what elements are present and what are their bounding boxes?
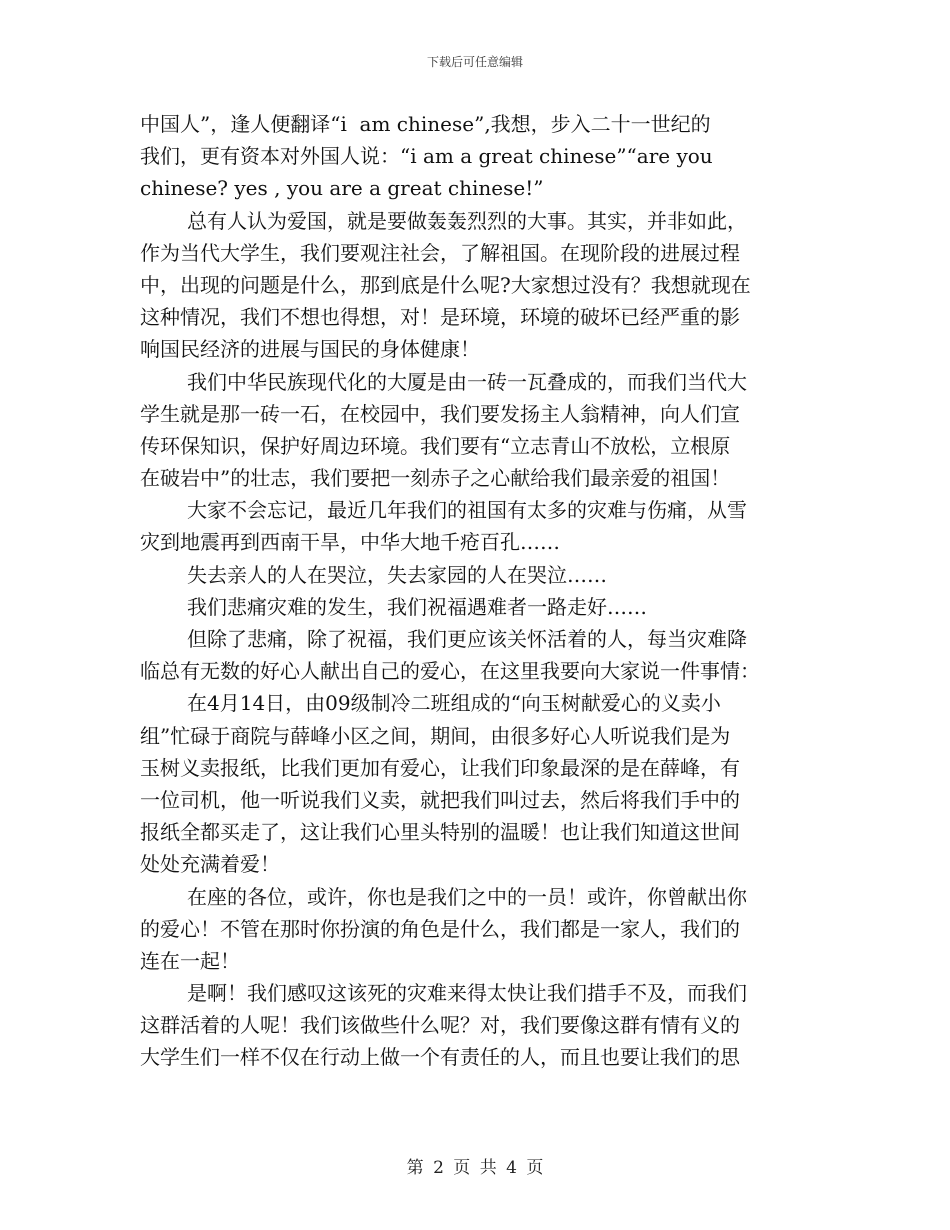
text-line: 这群活着的人呢！我们该做些什么呢？对，我们要像这群有情有义的 [140, 1013, 740, 1038]
paragraph-first-line: 在4月14日，由09级制冷二班组成的“向玉树献爱心的义卖小 [187, 691, 721, 716]
text-line: 大学生们一样不仅在行动上做一个有责任的人，而且也要让我们的思 [140, 1045, 740, 1070]
text-line: 传环保知识，保护好周边环境。我们要有“立志青山不放松，立根原 [140, 433, 731, 458]
document-body [140, 108, 810, 1074]
page-header: 下载后可任意编辑 [426, 55, 523, 69]
text-line: 处处充满着爱！ [140, 852, 280, 877]
text-line: 在破岩中”的壮志，我们要把一刻赤子之心献给我们最亲爱的祖国！ [140, 466, 731, 491]
text-line: 我们，更有资本对外国人说：“i am a great chinese”“are you [140, 144, 713, 169]
paragraph-first-line: 总有人认为爱国，就是要做轰轰烈烈的大事。其实，并非如此， [187, 208, 747, 233]
text-line: 中，出现的问题是什么，那到底是什么呢?大家想过没有？我想就现在 [140, 272, 751, 297]
paragraph-first-line: 我们中华民族现代化的大厦是由一砖一瓦叠成的，而我们当代大 [187, 369, 747, 394]
text-line: 报纸全都买走了，这让我们心里头特别的温暖！也让我们知道这世间 [140, 820, 740, 845]
text-line: 中国人”，逢人便翻译“i am chinese”,我想，步入二十一世纪的 [140, 112, 711, 136]
text-line: 响国民经济的进展与国民的身体健康！ [140, 337, 480, 362]
paragraph-first-line: 失去亲人的人在哭泣，失去家园的人在哭泣…… [187, 562, 607, 587]
paragraph-first-line: 但除了悲痛，除了祝福，我们更应该关怀活着的人，每当灾难降 [187, 627, 747, 651]
page-footer: 第 2 页 共 4 页 [406, 1158, 544, 1178]
text-line: 临总有无数的好心人献出自己的爱心，在这里我要向大家说一件事情： [140, 659, 760, 684]
paragraph-first-line: 我们悲痛灾难的发生，我们祝福遇难者一路走好…… [187, 594, 647, 619]
text-line: 这种情况，我们不想也得想，对！是环境，环境的破坏已经严重的影 [140, 305, 740, 330]
text-line: 连在一起！ [140, 948, 240, 973]
text-line: chinese? yes , you are a great chinese!” [140, 176, 544, 201]
paragraph-first-line: 在座的各位，或许，你也是我们之中的一员！或许，你曾献出你 [187, 884, 747, 909]
text-line: 一位司机，他一听说我们义卖，就把我们叫过去，然后将我们手中的 [140, 787, 740, 812]
text-line: 的爱心！不管在那时你扮演的角色是什么，我们都是一家人，我们的 [140, 916, 740, 941]
text-line: 组”忙碌于商院与薛峰小区之间，期间，由很多好心人听说我们是为 [140, 723, 731, 748]
paragraph-first-line: 大家不会忘记，最近几年我们的祖国有太多的灾难与伤痛，从雪 [187, 498, 747, 523]
text-line: 灾到地震再到西南干旱，中华大地千疮百孔…… [140, 530, 560, 555]
paragraph-first-line: 是啊！我们感叹这该死的灾难来得太快让我们措手不及，而我们 [187, 981, 747, 1006]
text-line: 学生就是那一砖一石，在校园中，我们要发扬主人翁精神，向人们宣 [140, 401, 740, 426]
text-line: 玉树义卖报纸，比我们更加有爱心，让我们印象最深的是在薛峰，有 [140, 755, 740, 780]
text-line: 作为当代大学生，我们要观注社会，了解祖国。在现阶段的进展过程 [140, 240, 740, 265]
